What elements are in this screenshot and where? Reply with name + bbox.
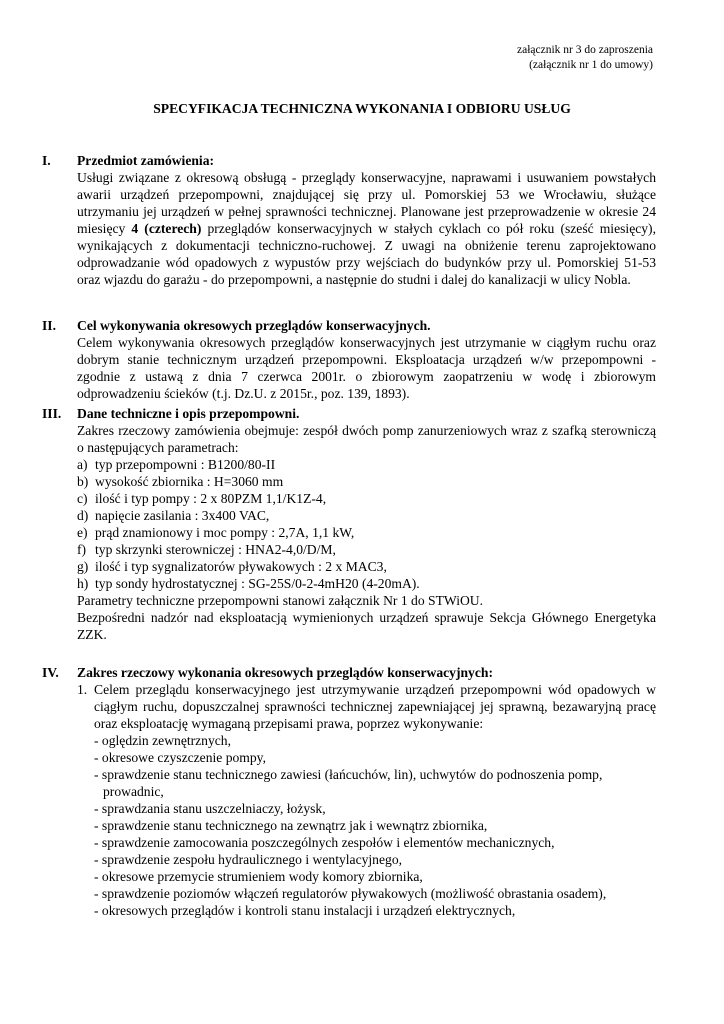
list-item: - sprawdzenie poziomów włączeń regulatorów pływakowych (możliwość obrastania osadem), — [94, 886, 607, 901]
section-3-after-text2: Bezpośredni nadzór nad eksploatacją wymienionych urządzeń sprawuje Sekcja Głównego Energetyka ZZK. — [77, 610, 656, 642]
section-3-heading — [42, 405, 656, 422]
list-item: - okresowe czyszczenie pompy, — [94, 750, 266, 765]
list-item: - sprawdzenie stanu technicznego zawiesi (łańcuchów, lin), uchwytów do podnoszenia pomp, prowadnic, — [94, 767, 603, 799]
section-2-text: Celem wykonywania okresowych przeglądów konserwacyjnych jest utrzymanie w ciągłym ruchu oraz dobrym stanie technicznym urządzeń przepompowni. Eksploatacja urządzeń w/w przepompowni - zgodnie z ustawą z dnia 7 czerwca 2001r. o zbiorowym zaopatrzeniu w wodę i zbiorowym odprowadzeniu ścieków (t.j. Dz.U. z 2015r., poz. 139, 1893). — [77, 335, 656, 401]
list-item: f) typ skrzynki sterowniczej : HNA2-4,0/D/M, — [77, 542, 336, 557]
list-item: - okresowych przeglądów i kontroli stanu instalacji i urządzeń elektrycznych, — [94, 903, 516, 918]
section-4-heading — [42, 664, 656, 681]
section-1-title: Przedmiot zamówienia: — [77, 153, 215, 168]
list-item: c) ilość i typ pompy : 2 x 80PZM 1,1/K1Z-4, — [77, 491, 327, 506]
inspection-tasks-list — [94, 732, 656, 919]
section-3-number: III. — [42, 406, 62, 421]
numbered-item-text: Celem przeglądu konserwacyjnego jest utrzymywanie urządzeń przepompowni wód opadowych w ciągłym ruchu, dopuszczalnej sprawności technicznej zapewniającej jej sprawną, bezawaryjną pracę oraz eksploatację wymaganą przepisami prawa, poprzez wykonywanie: — [94, 682, 656, 731]
section-1-text-part1: Usługi związane z okresową obsługą - przeglądy konserwacyjne, naprawami i usuwaniem powstałych awarii urządzeń przepompowni, znajdującej się przy ul. Pomorskiej 53 we Wrocławiu, służące utrzymaniu jej urządzeń w pełnej sprawności technicznej. Planowane jest przeprowadzenie w okresie 24 miesięcy — [77, 170, 656, 236]
list-item: a) typ przepompowni : B1200/80-II — [77, 457, 276, 472]
list-item: e) prąd znamionowy i moc pompy : 2,7A, 1,1 kW, — [77, 525, 355, 540]
list-item: - sprawdzania stanu uszczelniaczy, łożysk, — [94, 801, 326, 816]
attachment-note-line1: załącznik nr 3 do zaproszenia — [516, 44, 653, 56]
section-1-text-bold: 4 (czterech) — [131, 221, 202, 236]
section-2-body — [77, 334, 656, 402]
attachment-note — [517, 43, 653, 72]
numbered-item-1 — [77, 681, 656, 919]
list-item: g) ilość i typ sygnalizatorów pływakowych : 2 x MAC3, — [77, 559, 387, 574]
section-3-after-text1: Parametry techniczne przepompowni stanowi załącznik Nr 1 do STWiOU. — [77, 593, 484, 608]
list-item: d) napięcie zasilania : 3x400 VAC, — [77, 508, 270, 523]
document-title: SPECYFIKACJA TECHNICZNA WYKONANIA I ODBIORU USŁUG — [153, 101, 571, 116]
section-2 — [42, 317, 656, 402]
list-item: - sprawdzenie zespołu hydraulicznego i wentylacyjnego, — [94, 852, 403, 867]
list-item: - oględzin zewnętrznych, — [94, 733, 232, 748]
list-item: h) typ sondy hydrostatycznej : SG-25S/0-2-4mH20 (4-20mA). — [77, 576, 420, 591]
section-3 — [42, 405, 656, 643]
section-3-title: Dane techniczne i opis przepompowni. — [77, 406, 300, 421]
list-item: b) wysokość zbiornika : H=3060 mm — [77, 474, 284, 489]
section-1-heading — [42, 152, 656, 169]
list-item: - sprawdzenie zamocowania poszczególnych zespołów i elementów mechanicznych, — [94, 835, 555, 850]
section-3-after — [77, 592, 656, 643]
section-1 — [42, 152, 656, 288]
section-3-intro — [77, 422, 656, 456]
section-3-intro-text: Zakres rzeczowy zamówienia obejmuje: zespół dwóch pomp zanurzeniowych wraz z szafką sterowniczą o następujących parametrach: — [77, 423, 656, 455]
section-2-heading — [42, 317, 656, 334]
section-4 — [42, 664, 656, 919]
attachment-note-line2: (załącznik nr 1 do umowy) — [529, 58, 653, 71]
section-4-number: IV. — [42, 665, 59, 680]
section-2-number: II. — [42, 318, 56, 333]
section-1-body — [77, 169, 656, 288]
parameters-list — [77, 456, 656, 592]
section-1-number: I. — [42, 153, 51, 168]
list-item: - okresowe przemycie strumieniem wody komory zbiornika, — [94, 869, 423, 884]
section-2-title: Cel wykonywania okresowych przeglądów konserwacyjnych. — [77, 318, 431, 333]
numbered-item-label: 1. — [77, 682, 88, 697]
section-4-title: Zakres rzeczowy wykonania okresowych przeglądów konserwacyjnych: — [77, 665, 493, 680]
list-item: - sprawdzenie stanu technicznego na zewnątrz jak i wewnątrz zbiornika, — [94, 818, 488, 833]
section-1-text-part2: przeglądów konserwacyjnych w stałych cyklach co pół roku (sześć miesięcy), wynikających z dokumentacji techniczno-ruchowej. Z uwagi na obniżenie terenu zaprojektowano odprowadzanie wód opadowych z wypustów przy wejściach do budynków przy ul. Pomorskiej 51-53 oraz wjazdu do garażu - do przepompowni, a następnie do studni i dalej do kanalizacji w ulicy Nobla. — [77, 221, 656, 287]
